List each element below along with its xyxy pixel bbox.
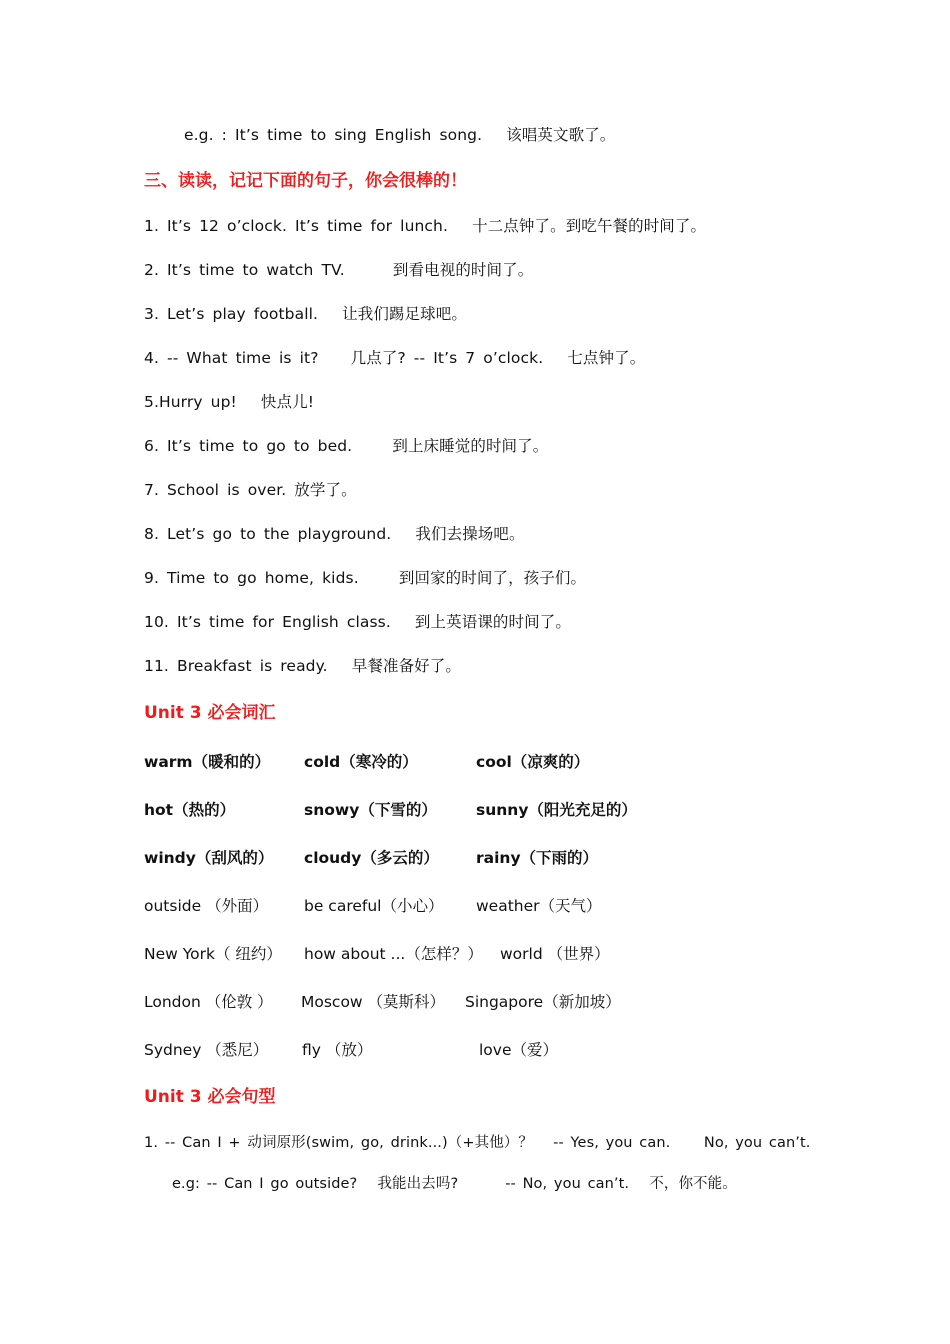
vocab-word: world （世界） <box>500 945 610 963</box>
vocab-word: Sydney （悉尼） <box>144 1041 269 1059</box>
pattern-line: 1. -- Can I + 动词原形(swim, go, drink...)（+其他）？ -- Yes, you can. No, you can’t. <box>144 1135 811 1151</box>
vocab-row <box>144 1038 824 1062</box>
sentence-8: 8. Let’s go to the playground. 我们去操场吧。 <box>144 525 525 543</box>
vocab-row <box>144 990 824 1014</box>
vocab-word: outside （外面） <box>144 897 269 915</box>
sentence-10: 10. It’s time for English class. 到上英语课的时间了。 <box>144 613 571 631</box>
pattern-example: e.g: -- Can I go outside? 我能出去吗? -- No, you can’t. 不，你不能。 <box>172 1176 737 1192</box>
vocab-word: Moscow （莫斯科） <box>301 993 446 1011</box>
vocab-row <box>144 750 824 774</box>
vocab-word: cold（寒冷的） <box>304 753 418 771</box>
vocab-word: windy（刮风的） <box>144 849 274 867</box>
sentence-6: 6. It’s time to go to bed. 到上床睡觉的时间了。 <box>144 437 549 455</box>
unit3-sentences-heading: Unit 3 必会句型 <box>144 1087 276 1107</box>
sentence-1: 1. It’s 12 o’clock. It’s time for lunch. 十二点钟了。到吃午餐的时间了。 <box>144 217 707 235</box>
vocab-word: cool（凉爽的） <box>476 753 590 771</box>
intro-example: e.g. : It’s time to sing English song. 该唱英文歌了。 <box>184 126 616 144</box>
vocab-row <box>144 798 824 822</box>
vocab-word: rainy（下雨的） <box>476 849 599 867</box>
vocab-word: fly （放） <box>302 1041 373 1059</box>
vocab-word: how about ...（怎样？） <box>304 945 483 963</box>
vocab-word: weather（天气） <box>476 897 602 915</box>
vocab-word: be careful（小心） <box>304 897 444 915</box>
vocab-word: London （伦敦 ） <box>144 993 273 1011</box>
vocab-word: cloudy（多云的） <box>304 849 439 867</box>
unit3-vocab-heading: Unit 3 必会词汇 <box>144 703 276 723</box>
vocab-word: love（爱） <box>479 1041 558 1059</box>
sentence-4: 4. -- What time is it? 几点了? -- It’s 7 o’clock. 七点钟了。 <box>144 349 646 367</box>
sentence-2: 2. It’s time to watch TV. 到看电视的时间了。 <box>144 261 534 279</box>
vocab-word: snowy（下雪的） <box>304 801 437 819</box>
vocab-word: warm（暖和的） <box>144 753 271 771</box>
vocab-row <box>144 846 824 870</box>
vocab-row <box>144 894 824 918</box>
sentence-11: 11. Breakfast is ready. 早餐准备好了。 <box>144 657 461 675</box>
section3-heading: 三、读读，记记下面的句子，你会很棒的！ <box>144 171 467 191</box>
vocab-word: hot（热的） <box>144 801 236 819</box>
vocab-word: sunny（阳光充足的） <box>476 801 637 819</box>
sentence-7: 7. School is over. 放学了。 <box>144 481 357 499</box>
sentence-3: 3. Let’s play football. 让我们踢足球吧。 <box>144 305 467 323</box>
sentence-5: 5.Hurry up! 快点儿! <box>144 393 315 411</box>
sentence-9: 9. Time to go home, kids. 到回家的时间了，孩子们。 <box>144 569 587 587</box>
vocab-word: New York（ 纽约） <box>144 945 282 963</box>
vocab-word: Singapore（新加坡） <box>465 993 621 1011</box>
vocab-row <box>144 942 824 966</box>
